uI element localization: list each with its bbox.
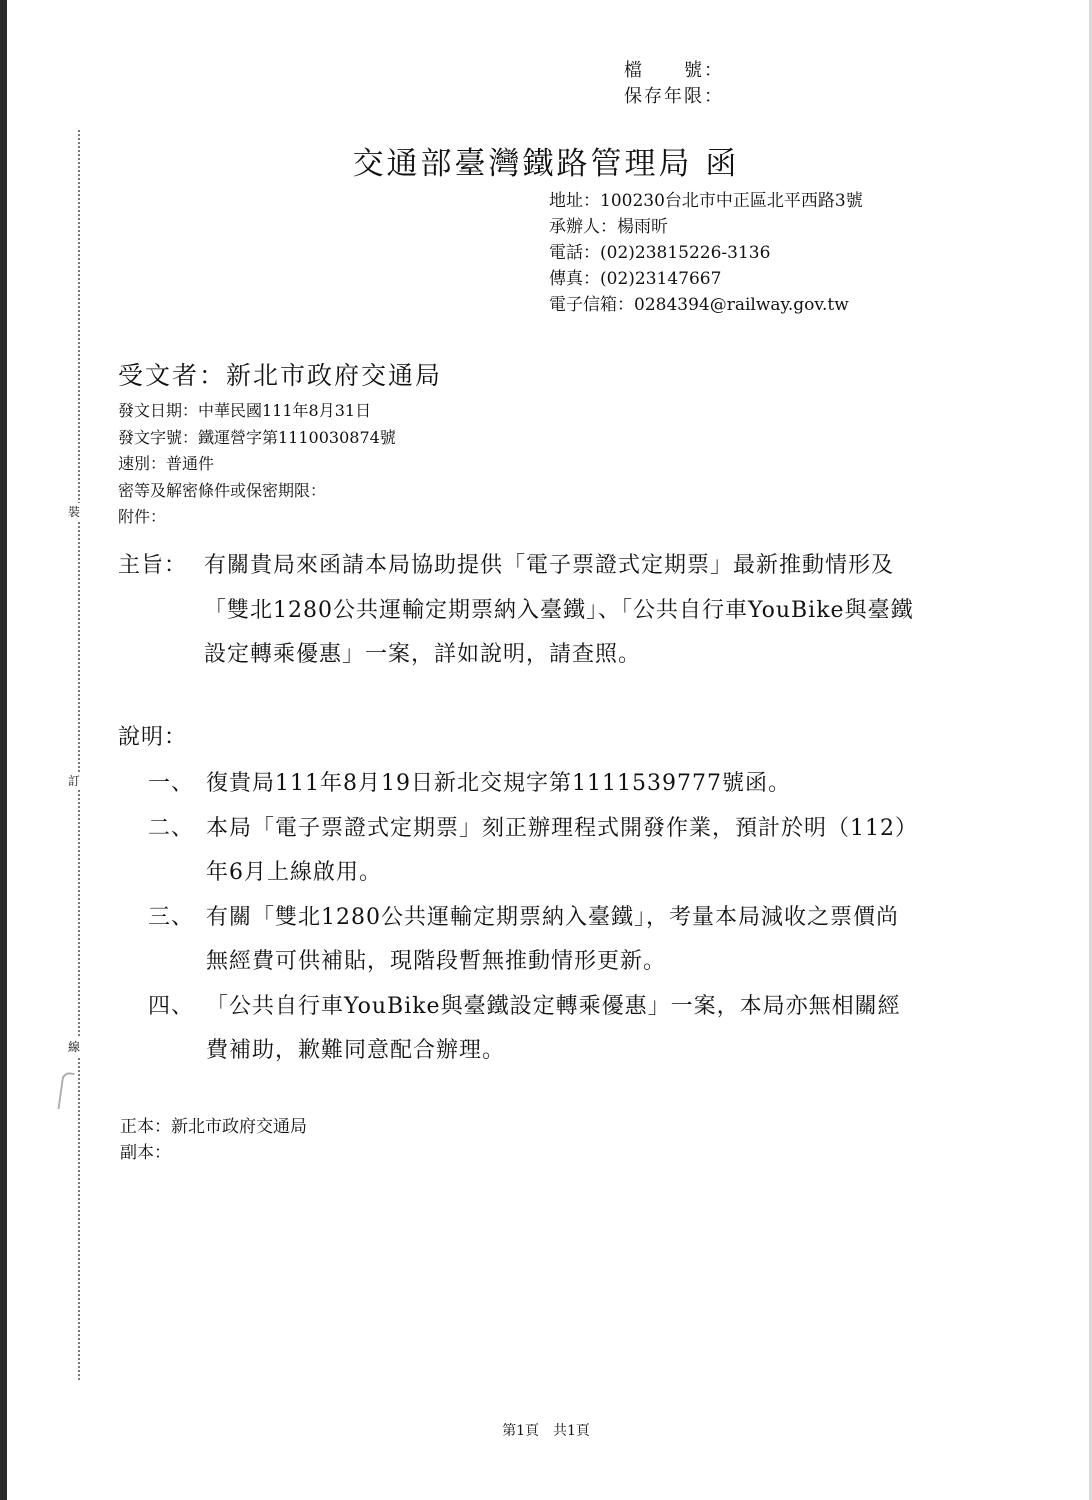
contact-fax: 傳真：(02)23147667	[549, 269, 722, 289]
copies-block	[120, 1114, 307, 1166]
retention-period: 保存年限：	[624, 86, 724, 107]
binding-mark-middle: 訂	[68, 774, 81, 788]
document-meta	[118, 398, 396, 531]
contact-block	[549, 188, 863, 318]
explanation-item	[148, 985, 938, 1074]
attachments: 附件：	[118, 507, 167, 526]
subject-label: 主旨：	[118, 553, 188, 578]
recipient: 受文者：新北市政府交通局	[118, 361, 443, 390]
binding-mark-bottom: 線	[68, 1040, 81, 1054]
explanation-item-number: 二、	[148, 815, 195, 841]
stray-pen-mark	[57, 1071, 74, 1110]
document-title: 交通部臺灣鐵路管理局 函	[352, 146, 740, 182]
filing-info	[624, 58, 724, 110]
explanation-item-number: 四、	[148, 993, 195, 1019]
scan-left-edge	[0, 0, 7, 1500]
explanation-list	[148, 762, 938, 1074]
duplicate-copy: 副本：	[120, 1143, 171, 1163]
contact-address: 地址：100230台北市中正區北平西路3號	[549, 191, 863, 211]
secrecy-level: 密等及解密條件或保密期限：	[118, 480, 327, 500]
contact-handler: 承辦人：楊雨昕	[549, 217, 668, 237]
subject-text: 有關貴局來函請本局協助提供「電子票證式定期票」最新推動情形及「雙北1280公共運輸定期票納入臺鐵」、「公共自行車YouBike與臺鐵設定轉乘優惠」一案，詳如說明，請查照。	[204, 553, 914, 667]
explanation-item-number: 三、	[148, 904, 195, 930]
explanation-label: 說明：	[118, 725, 188, 750]
page-number: 第1頁 共1頁	[502, 1423, 590, 1439]
contact-phone: 電話：(02)23815226-3136	[549, 243, 771, 263]
explanation-item-text: 復貴局111年8月19日新北交規字第1111539777號函。	[206, 771, 791, 796]
binding-mark-top: 裝	[68, 505, 81, 519]
explanation-item	[148, 807, 938, 896]
contact-email: 電子信箱：0284394@railway.gov.tw	[549, 295, 849, 315]
explanation-item-text: 有關「雙北1280公共運輸定期票納入臺鐵」，考量本局減收之票價尚無經費可供補貼，現階段暫無推動情形更新。	[206, 904, 899, 974]
explanation-item	[148, 896, 938, 985]
document-number: 發文字號：鐵運營字第1110030874號	[118, 427, 396, 447]
explanation-item-text: 「公共自行車YouBike與臺鐵設定轉乘優惠」一案，本局亦無相關經費補助，歉難同意配合辦理。	[206, 993, 901, 1063]
subject-section	[118, 544, 938, 678]
binding-dotted-line	[78, 130, 80, 1380]
explanation-item	[148, 762, 938, 807]
issue-date: 發文日期：中華民國111年8月31日	[118, 401, 372, 420]
delivery-speed: 速別：普通件	[118, 454, 215, 473]
explanation-item-text: 本局「電子票證式定期票」刻正辦理程式開發作業，預計於明（112）年6月上線啟用。	[206, 815, 918, 885]
original-copy: 正本：新北市政府交通局	[120, 1117, 307, 1137]
explanation-item-number: 一、	[148, 771, 195, 796]
file-number: 檔 號：	[624, 60, 724, 81]
